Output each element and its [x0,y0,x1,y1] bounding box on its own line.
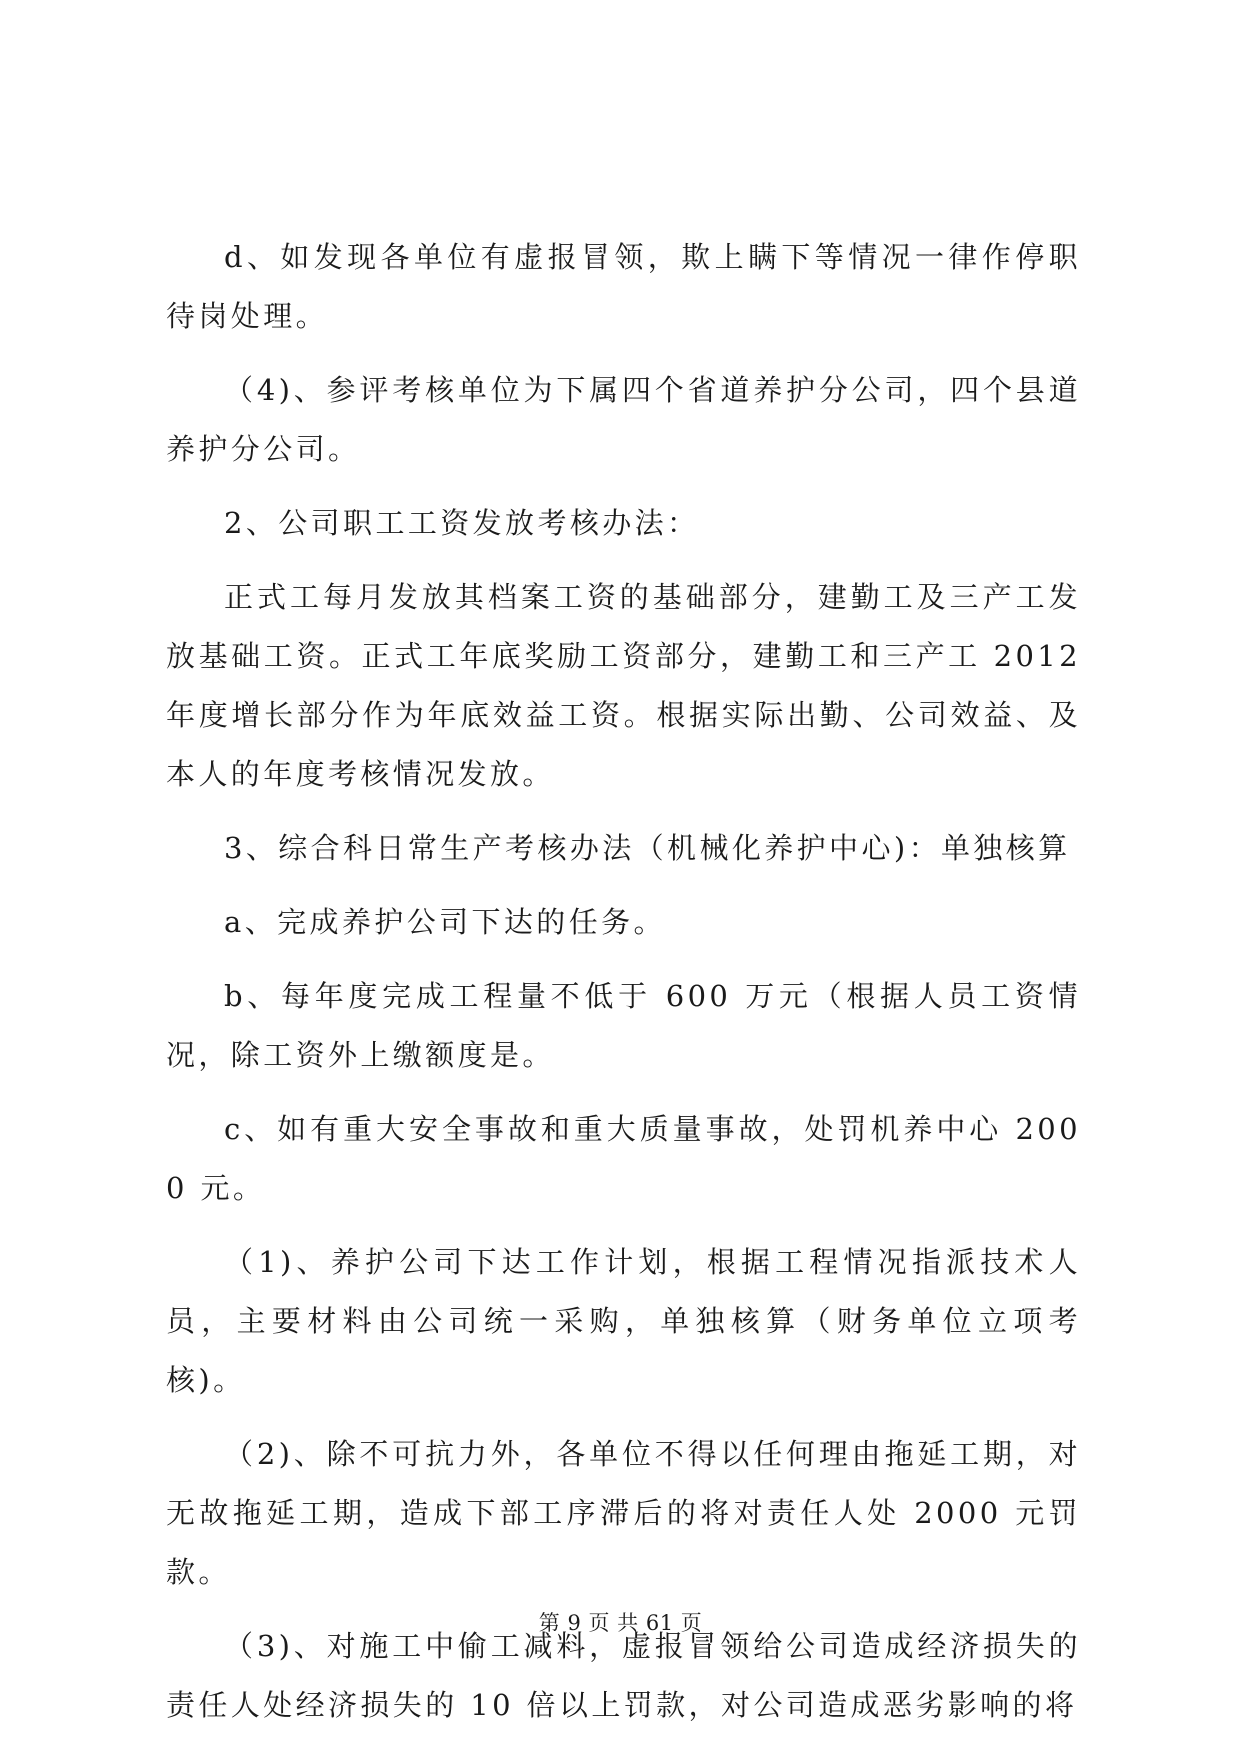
paragraph-item-d: d、如发现各单位有虚报冒领，欺上瞒下等情况一律作停职待岗处理。 [166,240,1081,333]
paragraph-section-3-heading: 3、综合科日常生产考核办法（机械化养护中心)：单独核算 [224,831,1071,865]
paragraph-section-2-heading: 2、公司职工工资发放考核办法： [224,506,700,540]
paragraph-point-3: （3)、对施工中偷工减料，虚报冒领给公司造成经济损失的责任人处经济损失的 10 倍以上罚款，对公司造成恶劣影响的将 [166,1629,1081,1722]
paragraph-wage-rules: 正式工每月发放其档案工资的基础部分，建勤工及三产工发放基础工资。正式工年底奖励工资部分，建勤工和三产工 2012 年度增长部分作为年底效益工资。根据实际出勤、公司效益、及本人的年度考核情况发放。 [166,580,1081,791]
page-footer: 第 9 页 共 61 页 [538,1611,703,1635]
paragraph-item-b: b、每年度完成工程量不低于 600 万元（根据人员工资情况，除工资外上缴额度是。 [166,979,1081,1072]
paragraph-item-c: c、如有重大安全事故和重大质量事故，处罚机养中心 2000 元。 [166,1112,1081,1205]
paragraph-point-2: （2)、除不可抗力外，各单位不得以任何理由拖延工期，对无故拖延工期，造成下部工序滞后的将对责任人处 2000 元罚款。 [166,1437,1081,1589]
paragraph-evaluated-units: （4)、参评考核单位为下属四个省道养护分公司，四个县道养护分公司。 [166,373,1081,466]
paragraph-point-1: （1)、养护公司下达工作计划，根据工程情况指派技术人员，主要材料由公司统一采购，单独核算（财务单位立项考核)。 [166,1245,1081,1397]
document-body [166,228,1081,1735]
paragraph-item-a: a、完成养护公司下达的任务。 [224,905,666,939]
